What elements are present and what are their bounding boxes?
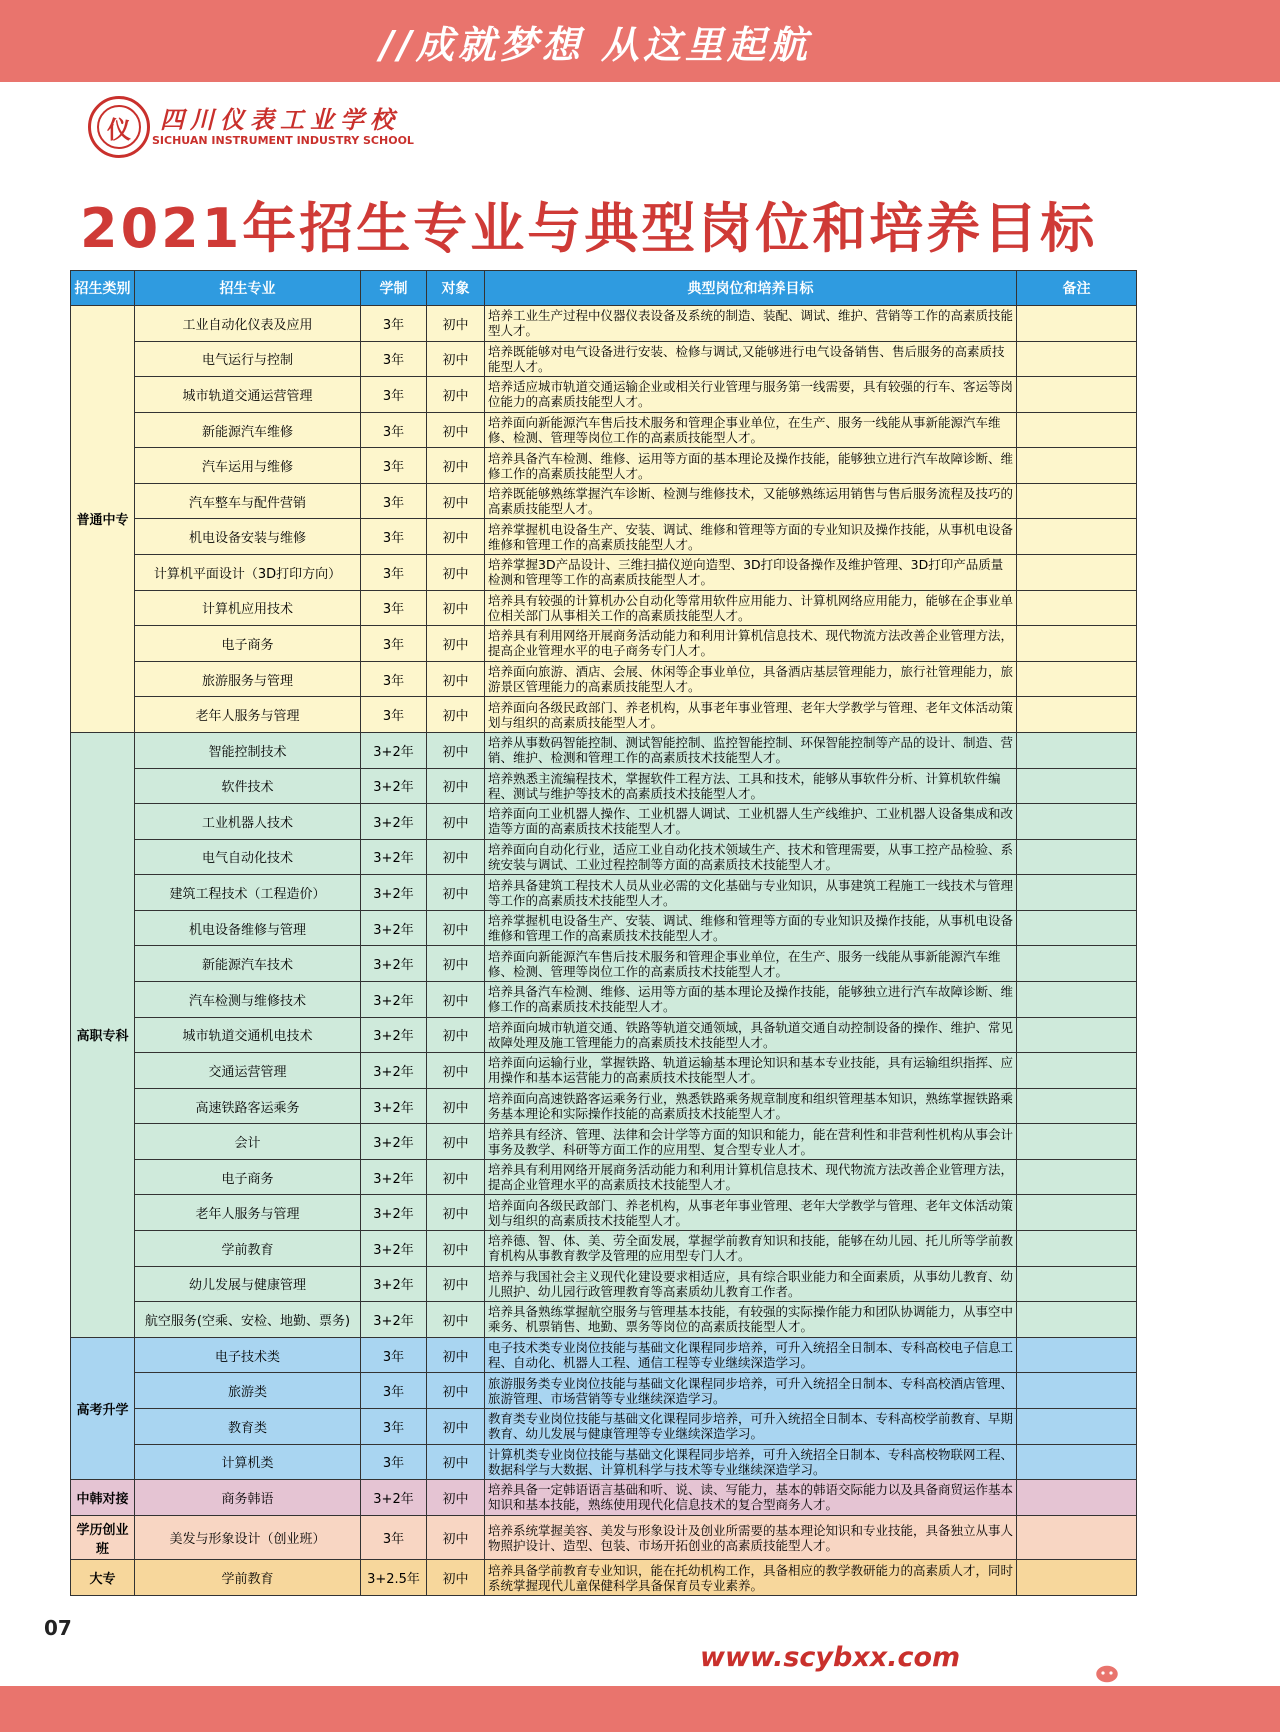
years-cell: 3年: [361, 661, 427, 697]
remarks-cell: [1017, 1444, 1137, 1480]
header-category: 招生类别: [71, 271, 135, 306]
target-cell: 初中: [427, 1159, 485, 1195]
remarks-cell: [1017, 483, 1137, 519]
target-cell: 初中: [427, 1515, 485, 1560]
major-cell: 机电设备维修与管理: [135, 910, 361, 946]
header-description: 典型岗位和培养目标: [485, 271, 1017, 306]
table-row: [71, 306, 1137, 342]
description-cell: 培养面向运输行业，掌握铁路、轨道运输基本理论知识和基本专业技能，具有运输组织指挥、应用操作和基本运营能力的高素质技术技能型人才。: [485, 1053, 1017, 1089]
years-cell: 3年: [361, 519, 427, 555]
bottom-banner: [0, 1686, 1280, 1732]
table-row: [71, 519, 1137, 555]
major-cell: 新能源汽车维修: [135, 412, 361, 448]
remarks-cell: [1017, 768, 1137, 804]
description-cell: 计算机类专业岗位技能与基础文化课程同步培养，可升入统招全日制本、专科高校物联网工程、数据科学与大数据、计算机科学与技术等专业继续深造学习。: [485, 1444, 1017, 1480]
table-row: [71, 1266, 1137, 1302]
table-row: [71, 377, 1137, 413]
major-cell: 机电设备安装与维修: [135, 519, 361, 555]
target-cell: 初中: [427, 697, 485, 733]
table-row: [71, 661, 1137, 697]
table-row: [71, 1515, 1137, 1560]
table-header-row: [71, 271, 1137, 306]
table-row: [71, 626, 1137, 662]
major-cell: 学前教育: [135, 1560, 361, 1596]
target-cell: 初中: [427, 1444, 485, 1480]
table-row: [71, 412, 1137, 448]
description-cell: 培养既能够对电气设备进行安装、检修与调试,又能够进行电气设备销售、售后服务的高素质技能型人才。: [485, 341, 1017, 377]
target-cell: 初中: [427, 875, 485, 911]
major-cell: 电子商务: [135, 1159, 361, 1195]
description-cell: 培养具有利用网络开展商务活动能力和利用计算机信息技术、现代物流方法改善企业管理方法，提高企业管理水平的高素质技术技能型人才。: [485, 1159, 1017, 1195]
years-cell: 3年: [361, 412, 427, 448]
years-cell: 3+2年: [361, 910, 427, 946]
description-cell: 培养面向高速铁路客运乘务行业，熟悉铁路乘务规章制度和组织管理基本知识，熟练掌握铁路乘务基本理论和实际操作技能的高素质技术技能型人才。: [485, 1088, 1017, 1124]
school-name-cn: 四川仪表工业学校: [160, 105, 400, 134]
category-cell: 学历创业班: [71, 1515, 135, 1560]
remarks-cell: [1017, 341, 1137, 377]
major-cell: 电气运行与控制: [135, 341, 361, 377]
remarks-cell: [1017, 1480, 1137, 1516]
table-row: [71, 1195, 1137, 1231]
major-cell: 幼儿发展与健康管理: [135, 1266, 361, 1302]
table-row: [71, 590, 1137, 626]
target-cell: 初中: [427, 1053, 485, 1089]
target-cell: 初中: [427, 1231, 485, 1267]
table-row: [71, 1159, 1137, 1195]
target-cell: 初中: [427, 412, 485, 448]
target-cell: 初中: [427, 483, 485, 519]
major-cell: 软件技术: [135, 768, 361, 804]
remarks-cell: [1017, 910, 1137, 946]
target-cell: 初中: [427, 1124, 485, 1160]
major-cell: 城市轨道交通机电技术: [135, 1017, 361, 1053]
years-cell: 3+2年: [361, 839, 427, 875]
description-cell: 培养既能够熟练掌握汽车诊断、检测与维修技术，又能够熟练运用销售与售后服务流程及技巧的高素质技能型人才。: [485, 483, 1017, 519]
header-years: 学制: [361, 271, 427, 306]
years-cell: 3年: [361, 626, 427, 662]
major-cell: 交通运营管理: [135, 1053, 361, 1089]
table-row: [71, 1373, 1137, 1409]
remarks-cell: [1017, 1560, 1137, 1596]
target-cell: 初中: [427, 519, 485, 555]
school-logo-icon: [88, 96, 150, 158]
years-cell: 3+2年: [361, 1124, 427, 1160]
description-cell: 培养德、智、体、美、劳全面发展，掌握学前教育知识和技能，能够在幼儿园、托儿所等学前教育机构从事教育教学及管理的应用型专门人才。: [485, 1231, 1017, 1267]
table-row: [71, 732, 1137, 768]
description-cell: 培养与我国社会主义现代化建设要求相适应，具有综合职业能力和全面素质，从事幼儿教育、幼儿照护、幼儿园行政管理教育等高素质幼儿教育工作者。: [485, 1266, 1017, 1302]
years-cell: 3+2.5年: [361, 1560, 427, 1596]
description-cell: 培养面向各级民政部门、养老机构，从事老年事业管理、老年大学教学与管理、老年文体活动策划与组织的高素质技术技能型人才。: [485, 1195, 1017, 1231]
table-row: [71, 1124, 1137, 1160]
years-cell: 3年: [361, 590, 427, 626]
target-cell: 初中: [427, 306, 485, 342]
description-cell: 教育类专业岗位技能与基础文化课程同步培养，可升入统招全日制本、专科高校学前教育、早期教育、幼儿发展与健康管理等专业继续深造学习。: [485, 1408, 1017, 1444]
table-row: [71, 1444, 1137, 1480]
remarks-cell: [1017, 1088, 1137, 1124]
target-cell: 初中: [427, 1088, 485, 1124]
description-cell: 培养具备汽车检测、维修、运用等方面的基本理论及操作技能，能够独立进行汽车故障诊断、维修工作的高素质技术技能型人才。: [485, 981, 1017, 1017]
target-cell: 初中: [427, 768, 485, 804]
description-cell: 培养面向工业机器人操作、工业机器人调试、工业机器人生产线维护、工业机器人设备集成和改造等方面的高素质技术技能型人才。: [485, 804, 1017, 840]
target-cell: 初中: [427, 1373, 485, 1409]
remarks-cell: [1017, 1302, 1137, 1338]
target-cell: 初中: [427, 1408, 485, 1444]
major-cell: 汽车检测与维修技术: [135, 981, 361, 1017]
major-cell: 新能源汽车技术: [135, 946, 361, 982]
table-row: [71, 875, 1137, 911]
brand-name: 仪文化: [1128, 1659, 1207, 1689]
major-cell: 电气自动化技术: [135, 839, 361, 875]
remarks-cell: [1017, 377, 1137, 413]
target-cell: 初中: [427, 626, 485, 662]
logo-glyph: 仪: [97, 105, 141, 149]
description-cell: 培养面向各级民政部门、养老机构，从事老年事业管理、老年大学教学与管理、老年文体活动策划与组织的高素质技能型人才。: [485, 697, 1017, 733]
category-cell: 大专: [71, 1560, 135, 1596]
major-cell: 工业自动化仪表及应用: [135, 306, 361, 342]
description-cell: 旅游服务类专业岗位技能与基础文化课程同步培养，可升入统招全日制本、专科高校酒店管理、旅游管理、市场营销等专业继续深造学习。: [485, 1373, 1017, 1409]
major-cell: 美发与形象设计（创业班）: [135, 1515, 361, 1560]
years-cell: 3+2年: [361, 1017, 427, 1053]
table-row: [71, 448, 1137, 484]
target-cell: 初中: [427, 1266, 485, 1302]
remarks-cell: [1017, 1124, 1137, 1160]
target-cell: 初中: [427, 341, 485, 377]
target-cell: 初中: [427, 1017, 485, 1053]
description-cell: 培养具备学前教育专业知识，能在托幼机构工作，具备相应的教学教研能力的高素质人才，同时系统掌握现代儿童保健科学具备保育员专业素养。: [485, 1560, 1017, 1596]
years-cell: 3+2年: [361, 1231, 427, 1267]
table-row: [71, 1408, 1137, 1444]
table-body: [71, 306, 1137, 1596]
page-title: 2021年招生专业与典型岗位和培养目标: [80, 197, 1098, 260]
header-major: 招生专业: [135, 271, 361, 306]
major-cell: 城市轨道交通运营管理: [135, 377, 361, 413]
table-row: [71, 1480, 1137, 1516]
remarks-cell: [1017, 946, 1137, 982]
description-cell: 培养掌握3D产品设计、三维扫描仪逆向造型、3D打印设备操作及维护管理、3D打印产品质量检测和管理等工作的高素质技能型人才。: [485, 555, 1017, 591]
category-cell: 高考升学: [71, 1337, 135, 1479]
years-cell: 3年: [361, 1515, 427, 1560]
remarks-cell: [1017, 448, 1137, 484]
major-cell: 汽车整车与配件营销: [135, 483, 361, 519]
description-cell: 培养具备熟练掌握航空服务与管理基本技能，有较强的实际操作能力和团队协调能力，从事空中乘务、机票销售、地勤、票务等岗位的高素质技能型人才。: [485, 1302, 1017, 1338]
major-cell: 教育类: [135, 1408, 361, 1444]
remarks-cell: [1017, 626, 1137, 662]
enrollment-table: [70, 270, 1137, 1596]
years-cell: 3+2年: [361, 1480, 427, 1516]
description-cell: 培养掌握机电设备生产、安装、调试、维修和管理等方面的专业知识及操作技能，从事机电设备维修和管理工作的高素质技术技能型人才。: [485, 910, 1017, 946]
description-cell: 培养工业生产过程中仪器仪表设备及系统的制造、装配、调试、维护、营销等工作的高素质技能型人才。: [485, 306, 1017, 342]
description-cell: 培养适应城市轨道交通运输企业或相关行业管理与服务第一线需要，具有较强的行车、客运等岗位能力的高素质技能型人才。: [485, 377, 1017, 413]
remarks-cell: [1017, 981, 1137, 1017]
target-cell: 初中: [427, 661, 485, 697]
remarks-cell: [1017, 1337, 1137, 1373]
remarks-cell: [1017, 661, 1137, 697]
remarks-cell: [1017, 1408, 1137, 1444]
category-cell: 普通中专: [71, 306, 135, 733]
target-cell: 初中: [427, 732, 485, 768]
remarks-cell: [1017, 555, 1137, 591]
top-banner: [0, 0, 1280, 82]
years-cell: 3+2年: [361, 1159, 427, 1195]
table-row: [71, 1088, 1137, 1124]
remarks-cell: [1017, 1373, 1137, 1409]
years-cell: 3+2年: [361, 981, 427, 1017]
major-cell: 计算机类: [135, 1444, 361, 1480]
target-cell: 初中: [427, 1195, 485, 1231]
target-cell: 初中: [427, 1480, 485, 1516]
years-cell: 3年: [361, 555, 427, 591]
major-cell: 计算机平面设计（3D打印方向）: [135, 555, 361, 591]
years-cell: 3年: [361, 377, 427, 413]
table-row: [71, 1337, 1137, 1373]
table-row: [71, 910, 1137, 946]
table-row: [71, 1302, 1137, 1338]
years-cell: 3+2年: [361, 804, 427, 840]
target-cell: 初中: [427, 804, 485, 840]
description-cell: 培养具有利用网络开展商务活动能力和利用计算机信息技术、现代物流方法改善企业管理方法，提高企业管理水平的电子商务专门人才。: [485, 626, 1017, 662]
years-cell: 3+2年: [361, 732, 427, 768]
major-cell: 工业机器人技术: [135, 804, 361, 840]
major-cell: 电子商务: [135, 626, 361, 662]
target-cell: 初中: [427, 555, 485, 591]
description-cell: 培养具备建筑工程技术人员从业必需的文化基础与专业知识，从事建筑工程施工一线技术与管理等工作的高素质技术技能型人才。: [485, 875, 1017, 911]
header-target: 对象: [427, 271, 485, 306]
table-row: [71, 483, 1137, 519]
remarks-cell: [1017, 1231, 1137, 1267]
target-cell: 初中: [427, 1337, 485, 1373]
description-cell: 培养具有较强的计算机办公自动化等常用软件应用能力、计算机网络应用能力，能够在企事业单位相关部门从事相关工作的高素质技能型人才。: [485, 590, 1017, 626]
target-cell: 初中: [427, 590, 485, 626]
description-cell: 培养掌握机电设备生产、安装、调试、维修和管理等方面的专业知识及操作技能，从事机电设备维修和管理工作的高素质技能型人才。: [485, 519, 1017, 555]
remarks-cell: [1017, 519, 1137, 555]
years-cell: 3+2年: [361, 1302, 427, 1338]
years-cell: 3年: [361, 306, 427, 342]
years-cell: 3年: [361, 1337, 427, 1373]
table-row: [71, 1231, 1137, 1267]
remarks-cell: [1017, 875, 1137, 911]
years-cell: 3+2年: [361, 946, 427, 982]
major-cell: 航空服务(空乘、安检、地勤、票务): [135, 1302, 361, 1338]
major-cell: 会计: [135, 1124, 361, 1160]
table-row: [71, 697, 1137, 733]
years-cell: 3年: [361, 448, 427, 484]
years-cell: 3+2年: [361, 1053, 427, 1089]
description-cell: 培养面向新能源汽车售后技术服务和管理企事业单位，在生产、服务一线能从事新能源汽车维修、检测、管理等岗位工作的高素质技术技能型人才。: [485, 946, 1017, 982]
years-cell: 3+2年: [361, 1195, 427, 1231]
target-cell: 初中: [427, 1560, 485, 1596]
target-cell: 初中: [427, 946, 485, 982]
remarks-cell: [1017, 1017, 1137, 1053]
major-cell: 建筑工程技术（工程造价）: [135, 875, 361, 911]
remarks-cell: [1017, 697, 1137, 733]
table-row: [71, 981, 1137, 1017]
years-cell: 3+2年: [361, 1088, 427, 1124]
wechat-icon: [1080, 1654, 1122, 1688]
years-cell: 3+2年: [361, 768, 427, 804]
remarks-cell: [1017, 804, 1137, 840]
major-cell: 旅游类: [135, 1373, 361, 1409]
major-cell: 旅游服务与管理: [135, 661, 361, 697]
remarks-cell: [1017, 732, 1137, 768]
major-cell: 汽车运用与维修: [135, 448, 361, 484]
target-cell: 初中: [427, 910, 485, 946]
table-row: [71, 555, 1137, 591]
years-cell: 3年: [361, 341, 427, 377]
table-row: [71, 341, 1137, 377]
remarks-cell: [1017, 839, 1137, 875]
description-cell: 培养具有经济、管理、法律和会计学等方面的知识和能力，能在营利性和非营利性机构从事会计事务及教学、科研等方面工作的应用型、复合型专业人才。: [485, 1124, 1017, 1160]
major-cell: 学前教育: [135, 1231, 361, 1267]
major-cell: 智能控制技术: [135, 732, 361, 768]
slogan: //成就梦想 从这里起航: [380, 23, 811, 67]
remarks-cell: [1017, 1515, 1137, 1560]
remarks-cell: [1017, 1159, 1137, 1195]
description-cell: 培养面向旅游、酒店、会展、休闲等企事业单位，具备酒店基层管理能力，旅行社管理能力，旅游景区管理能力的高素质技能型人才。: [485, 661, 1017, 697]
major-cell: 老年人服务与管理: [135, 1195, 361, 1231]
description-cell: 培养熟悉主流编程技术，掌握软件工程方法、工具和技术，能够从事软件分析、计算机软件编程、测试与维护等技术的高素质技术技能型人才。: [485, 768, 1017, 804]
years-cell: 3+2年: [361, 1266, 427, 1302]
category-cell: 高职专科: [71, 732, 135, 1337]
header-remarks: 备注: [1017, 271, 1137, 306]
major-cell: 电子技术类: [135, 1337, 361, 1373]
table-row: [71, 1053, 1137, 1089]
target-cell: 初中: [427, 448, 485, 484]
major-cell: 计算机应用技术: [135, 590, 361, 626]
remarks-cell: [1017, 1195, 1137, 1231]
description-cell: 培养面向自动化行业，适应工业自动化技术领域生产、技术和管理需要，从事工控产品检验、系统安装与调试、工业过程控制等方面的高素质技术技能型人才。: [485, 839, 1017, 875]
years-cell: 3年: [361, 697, 427, 733]
table-row: [71, 839, 1137, 875]
years-cell: 3年: [361, 1408, 427, 1444]
years-cell: 3年: [361, 1373, 427, 1409]
major-cell: 老年人服务与管理: [135, 697, 361, 733]
target-cell: 初中: [427, 1302, 485, 1338]
table-row: [71, 804, 1137, 840]
description-cell: 培养系统掌握美容、美发与形象设计及创业所需要的基本理论知识和专业技能，具备独立从事人物照护设计、造型、包装、市场开拓创业的高素质技能型人才。: [485, 1515, 1017, 1560]
remarks-cell: [1017, 590, 1137, 626]
major-cell: 商务韩语: [135, 1480, 361, 1516]
table-row: [71, 1017, 1137, 1053]
major-cell: 高速铁路客运乘务: [135, 1088, 361, 1124]
description-cell: 培养具备一定韩语语言基础和听、说、读、写能力，基本的韩语交际能力以及具备商贸运作基本知识和基本技能，熟练使用现代化信息技术的复合型商务人才。: [485, 1480, 1017, 1516]
table-row: [71, 946, 1137, 982]
years-cell: 3年: [361, 483, 427, 519]
description-cell: 培养面向城市轨道交通、铁路等轨道交通领域，具备轨道交通自动控制设备的操作、维护、常见故障处理及施工管理能力的高素质技术技能型人才。: [485, 1017, 1017, 1053]
remarks-cell: [1017, 1053, 1137, 1089]
years-cell: 3+2年: [361, 875, 427, 911]
table-row: [71, 768, 1137, 804]
description-cell: 电子技术类专业岗位技能与基础文化课程同步培养，可升入统招全日制本、专科高校电子信息工程、自动化、机器人工程、通信工程等专业继续深造学习。: [485, 1337, 1017, 1373]
page-number: 07: [44, 1616, 72, 1640]
school-name-en: SICHUAN INSTRUMENT INDUSTRY SCHOOL: [152, 134, 414, 147]
table-row: [71, 1560, 1137, 1596]
website-link[interactable]: www.scybxx.com: [700, 1642, 961, 1673]
target-cell: 初中: [427, 981, 485, 1017]
description-cell: 培养面向新能源汽车售后技术服务和管理企事业单位，在生产、服务一线能从事新能源汽车维修、检测、管理等岗位工作的高素质技能型人才。: [485, 412, 1017, 448]
years-cell: 3年: [361, 1444, 427, 1480]
remarks-cell: [1017, 1266, 1137, 1302]
description-cell: 培养具备汽车检测、维修、运用等方面的基本理论及操作技能，能够独立进行汽车故障诊断、维修工作的高素质技能型人才。: [485, 448, 1017, 484]
remarks-cell: [1017, 306, 1137, 342]
remarks-cell: [1017, 412, 1137, 448]
target-cell: 初中: [427, 377, 485, 413]
description-cell: 培养从事数码智能控制、测试智能控制、监控智能控制、环保智能控制等产品的设计、制造、营销、维护、检测和管理工作的高素质技术技能型人才。: [485, 732, 1017, 768]
target-cell: 初中: [427, 839, 485, 875]
category-cell: 中韩对接: [71, 1480, 135, 1516]
